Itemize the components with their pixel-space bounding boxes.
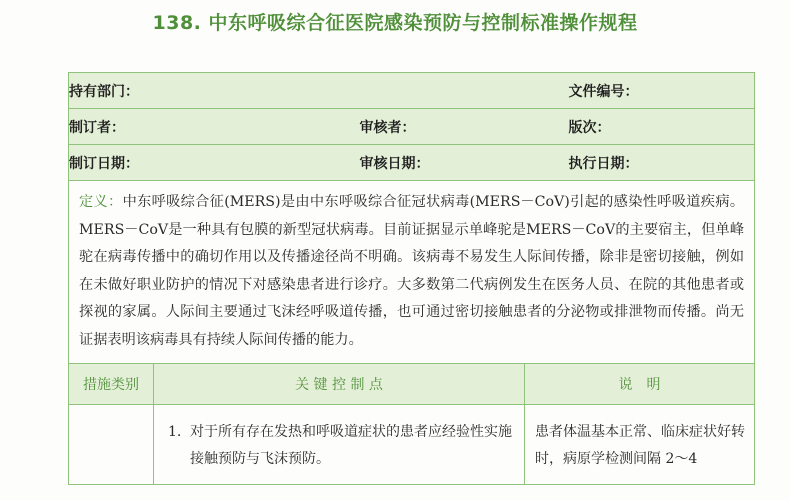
sop-table [68,72,755,485]
author-date-field: 制订日期： [69,145,360,181]
page-title: 138. 中东呼吸综合征医院感染预防与控制标准操作规程 [152,12,638,34]
category-cell [69,404,154,484]
version-field: 版次： [569,109,755,145]
review-date-field: 审核日期： [360,145,569,181]
item-number: 1. [168,423,182,440]
note-cell [525,404,755,484]
definition-cell [69,181,755,364]
holder-dept-field: 持有部门： [69,73,569,109]
note-text: 患者体温基本正常、临床症状好转时，病原学检测间隔 2～4 [535,423,745,467]
definition-row [69,181,755,364]
header-notes: 说 明 [525,363,755,404]
doc-number-field: 文件编号： [569,73,755,109]
header-key-points: 关 键 控 制 点 [154,363,525,404]
reviewer-field: 审核者： [360,109,569,145]
info-row-3 [69,145,755,181]
item-text: 对于所有存在发热和呼吸道症状的患者应经验性实施接触预防与飞沫预防。 [190,423,512,467]
measures-header-row [69,363,755,404]
definition-label: 定义： [79,194,123,210]
key-point-cell [154,404,525,484]
definition-text: 中东呼吸综合征(MERS)是由中东呼吸综合征冠状病毒(MERS－CoV)引起的感染性呼吸道疾病。MERS－CoV是一种具有包膜的新型冠状病毒。目前证据显示单峰驼是MERS－CoV的主要宿主，但单峰驼在病毒传播中的确切作用以及传播途径尚不明确。该病毒不易发生人际间传播，除非是密切接触，例如在未做好职业防护的情况下对感染患者进行诊疗。大多数第二代病例发生在医务人员、在院的其他患者或探视的家属。人际间主要通过飞沫经呼吸道传播，也可通过密切接触患者的分泌物或排泄物而传播。尚无证据表明该病毒具有持续人际间传播的能力。 [79,194,745,348]
info-row-2 [69,109,755,145]
effective-date-field: 执行日期： [569,145,755,181]
header-category: 措施类别 [69,363,154,404]
info-row-1 [69,73,755,109]
author-field: 制订者： [69,109,360,145]
list-item [154,405,524,473]
measure-row [69,404,755,484]
